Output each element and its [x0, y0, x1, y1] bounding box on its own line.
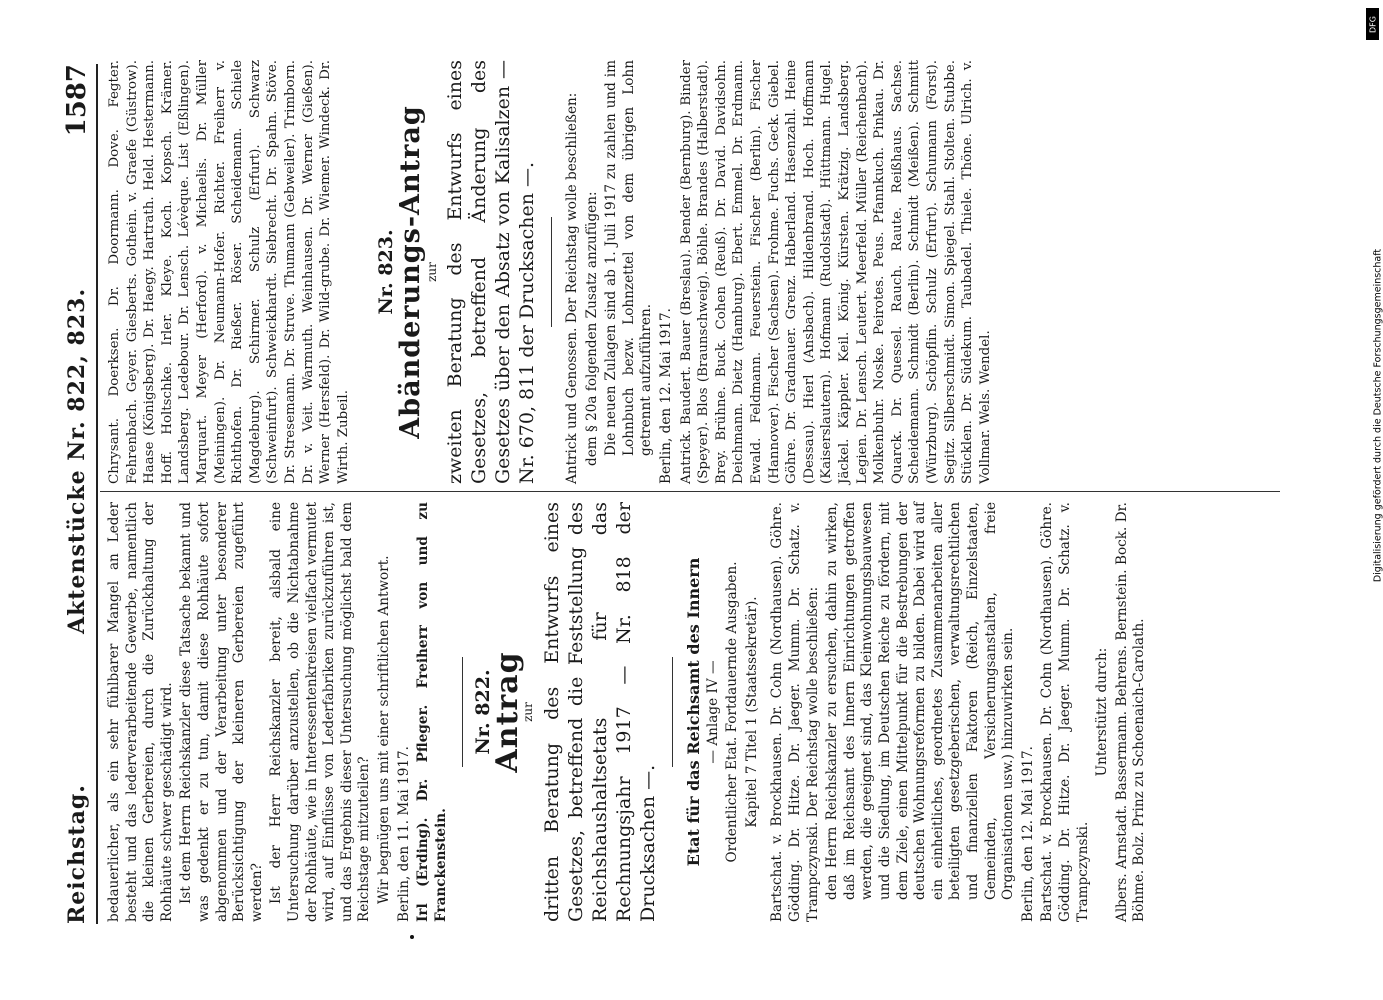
lead-paragraph: dritten Beratung des Entwurfs eines Gesetzes, betreffend die Feststellung des Reichshaushaltsetats für das Rechnungsjahr 1917 — Nr. 818 der Drucksachen —.	[541, 502, 660, 922]
document-title: Antrag	[489, 651, 525, 773]
right-column	[106, 60, 996, 484]
supporters: Albers. Arnstadt. Bassermann. Behrens. Bernstein. Bock. Dr. Böhme. Bolz. Prinz zu Schoenaich-Carolath.	[1113, 502, 1148, 922]
document-number: Nr. 822.	[472, 669, 495, 755]
signatories: Bartschat. v. Brockhausen. Dr. Cohn (Nordhausen). Göhre. Gödding. Dr. Hitze. Dr. Jaeger. Mumm. Dr. Schatz. v. Trampczynski.	[1039, 502, 1091, 922]
date-line: Berlin, den 12. Mai 1917.	[658, 308, 675, 484]
lead-paragraph: zweiten Beratung des Entwurfs eines Gesetzes, betreffend Änderung des Gesetzes über den Absatz von Kalisalzen — Nr. 670, 811 der Drucksachen —.	[444, 60, 539, 484]
paragraph: Ist dem Herrn Reichskanzler diese Tatsache bekannt und was gedenkt er zu tun, damit diese Rohhäute sofort abgenommen und der Verarbeitung unter besonderer Berücksichtigung der kleineren Gerbereien zugeführt werden?	[178, 502, 265, 922]
ink-dot	[410, 935, 414, 939]
dfg-logo: DFG	[1366, 8, 1379, 40]
digitization-notice	[1368, 48, 1383, 788]
document-number: Nr. 823.	[375, 229, 398, 315]
subheading: Kapitel 7 Titel 1 (Staatssekretär).	[743, 596, 760, 828]
subheading: — Anlage IV —	[704, 660, 721, 764]
divider	[462, 657, 463, 767]
page-header	[60, 64, 94, 924]
paragraph: Wir begnügen uns mit einer schriftlichen Antwort.	[375, 555, 392, 904]
applicants: Bartschat. v. Brockhausen. Dr. Cohn (Nordhausen). Göhre. Gödding. Dr. Hitze. Dr. Jaeger. Mumm. Dr. Schatz. v. Trampczynski. Der Reichstag wolle beschließen:	[769, 502, 821, 922]
header-reichstag: Reichstag.	[64, 784, 90, 924]
left-column	[106, 502, 1151, 922]
document-title: Abänderungs-Antrag	[394, 105, 426, 439]
motion-line: Antrick und Genossen. Der Reichstag wolle beschließen:	[564, 92, 581, 484]
zur-label: zur	[521, 702, 536, 722]
divider	[672, 657, 673, 767]
paragraph: Ist der Herr Reichskanzler bereit, alsbald eine Untersuchung darüber anzustellen, ob die Nichtabnahme der Rohhäute, wie in Interessentenkreisen vielfach vermutet wird, auf Einflüsse von Lederfabriken zurückzuführen ist, und das Ergebnis dieser Untersuchung möglichst bald dem Reichstage mitzuteilen?	[268, 502, 373, 922]
signatory-list: Antrick. Baudert. Bauer (Breslau). Bender (Bernburg). Binder (Speyer). Blos (Braunschweig). Böhle. Brandes (Halberstadt). Brey. Brühne. Buck. Cohen (Reuß). Dr. David. Davidsohn. Deichmann. Dietz (Hamburg). Ebert. Emmel. Dr. Erdmann. Ewald. Feldmann. Feuerstein. Fischer (Berlin). Fischer (Hannover). Fischer (Sachsen). Frohme. Fuchs. Geck. Giebel. Göhre. Dr. Gradnauer. Grenz. Haberland. Hasenzahl. Heine (Dessau). Hierl (Ansbach). Hildenbrand. Hoch. Hoffmann (Kaiserslautern). Hofmann (Rudolstadt). Hüttmann. Hugel. Jäckel. Käppler. Keil. König. Kürsten. Krätzig. Landsberg. Legien. Dr. Lensch. Leutert. Meerfeld. Müller (Reichenbach). Molkenbuhr. Noske. Peirotes. Peus. Pfannkuch. Pinkau. Dr. Quarck. Dr. Quessel. Rauch. Raute. Reißhaus. Sachse. Scheidemann. Schmidt (Berlin). Schmidt (Meißen). Schmitt (Würzburg). Schöpflin. Schulz (Erfurt). Schumann (Forst). Segitz. Silberschmidt. Simon. Spiegel. Stahl. Stolten. Stubbe. Stücklen. Dr. Südekum. Taubadel. Thiele. Thöne. Ulrich. v. Vollmar. Wels. Wendel.	[678, 60, 993, 484]
subheading: Ordentlicher Etat. Fortdauernde Ausgaben.	[724, 561, 741, 863]
amendment-text: Die neuen Zulagen sind ab 1. Juli 1917 zu zahlen und im Lohnbuch bezw. Lohnzettel von dem übrigen Lohn getrennt aufzuführen.	[603, 60, 655, 456]
rotated-page-content	[0, 32, 1330, 962]
signatory-list: Chrysant. Doerksen. Dr. Doormann. Dove. Fegter. Fehrenbach. Geyer. Giesberts. Gothein. v. Graefe (Güstrow). Haase (Königsberg). Dr. Haegy. Hartrath. Held. Hestermann. Hoff. Holtschke. Irler. Kleye. Koch. Kopsch. Krämer. Landsberg. Ledebour. Dr. Lensch. Lévèque. List (Eßlingen). Marquart. Meyer (Herford). v. Michaelis. Dr. Müller (Meiningen). Dr. Neumann-Hofer. Richter. Freiherr v. Richthofen. Dr. Rießer. Röser. Scheidemann. Schiele (Magdeburg). Schirmer. Schulz (Erfurt). Schwarz (Schweinfurt). Schweickhardt. Siebrecht. Dr. Spahn. Stöve. Dr. Stresemann. Dr. Struve. Thumann (Gebweiler). Trimborn. Dr. v. Veit. Warmuth. Weinhausen. Dr. Werner (Gießen). Werner (Hersfeld). Dr. Wild-grube. Dr. Wiemer. Windeck. Dr. Wirth. Zubeil.	[107, 60, 351, 484]
header-aktenstuecke: Aktenstücke Nr. 822, 823.	[64, 287, 90, 634]
zur-label: zur	[424, 262, 439, 282]
paragraph: bedauerlicher, als ein sehr fühlbarer Mangel an Leder besteht und das lederverarbeitende Gewerbe, namentlich die kleinen Gerbereien, durch die Zurückhaltung der Rohhäute schwer geschädigt wird.	[106, 502, 175, 922]
divider	[551, 217, 552, 327]
date-line: Berlin, den 11. Mai 1917.	[395, 746, 412, 922]
paragraph: dem § 20a folgenden Zusatz anzufügen:	[583, 191, 600, 466]
column-separator	[100, 491, 1280, 492]
date-line: Berlin, den 12. Mai 1917.	[1019, 746, 1036, 922]
section-heading: Etat für das Reichsamt des Innern	[684, 557, 704, 867]
signatories: Irl (Erding). Dr. Pfleger. Freiherr von und zu Franckenstein.	[415, 502, 449, 922]
header-rule	[96, 64, 98, 924]
digitization-notice-text: Digitalisierung gefördert durch die Deutsche Forschungsgemeinschaft	[1372, 248, 1383, 583]
resolution-text: den Herrn Reichskanzler zu ersuchen, dahin zu wirken, daß im Reichsamt des Innern Einrichtungen getroffen werden, die geeignet sind, das Kleinwohnungsbauwesen und die Siedlung, im Deutschen Reiche zu fördern, mit dem Ziele, einen Mittelpunkt für die Bestrebungen der deutschen Wohnungsreformen zu bilden. Dabei wird auf ein einheitliches, geordnetes Zusammenarbeiten aller beteiligten gesetzgeberischen, verwaltungsrechtlichen und finanziellen Faktoren (Reich, Einzelstaaten, Gemeinden, Versicherungsanstalten, freie Organisationen usw.) hinzuwirken sein.	[824, 502, 1017, 900]
page-number: 1587	[62, 64, 92, 137]
supported-by-label: Unterstützt durch:	[1094, 647, 1111, 777]
